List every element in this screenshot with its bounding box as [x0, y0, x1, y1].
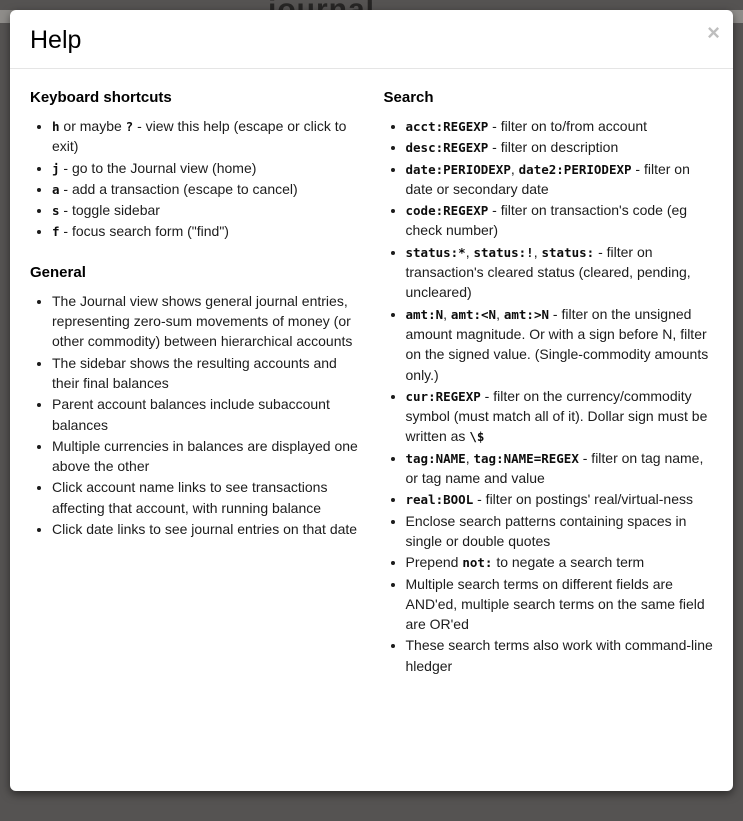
- list-item: • f - focus search form ("find"): [52, 221, 360, 241]
- code-term: date2:PERIODEXP: [518, 161, 632, 177]
- list-item: • status:*, status:!, status: - filter on transaction's cleared status (cleared, pending, uncleared): [406, 242, 714, 303]
- code-term: status:!: [473, 244, 534, 260]
- code-term: date:PERIODEXP: [405, 161, 511, 177]
- list-item: • code:REGEXP - filter on transaction's code (eg check number): [406, 200, 714, 241]
- list-item: • Enclose search patterns containing spaces in single or double quotes: [406, 511, 714, 552]
- modal-title: Help: [30, 26, 82, 54]
- code-term: desc:REGEXP: [405, 140, 489, 156]
- list-item: • amt:N, amt:<N, amt:>N - filter on the unsigned amount magnitude. Or with a sign before N, filter on the signed value. (Single-commodity amounts only.): [406, 304, 714, 385]
- list-item: • tag:NAME, tag:NAME=REGEX - filter on tag name, or tag name and value: [406, 448, 714, 489]
- close-icon[interactable]: ×: [707, 20, 720, 45]
- list-item: • cur:REGEXP - filter on the currency/commodity symbol (must match all of it). Dollar sign must be written as \$: [406, 386, 714, 447]
- list-item: • a - add a transaction (escape to cancel): [52, 179, 360, 199]
- code-term: f: [52, 224, 60, 240]
- code-term: tag:NAME=REGEX: [473, 450, 579, 466]
- list-item: • date:PERIODEXP, date2:PERIODEXP - filter on date or secondary date: [406, 159, 714, 200]
- list-item: • These search terms also work with command-line hledger: [406, 635, 714, 676]
- list-item: • desc:REGEXP - filter on description: [406, 137, 714, 157]
- list-item: • Parent account balances include subaccount balances: [52, 394, 360, 435]
- code-term: \$: [469, 429, 485, 445]
- code-term: status:*: [405, 244, 466, 260]
- section-heading: Search: [383, 89, 434, 106]
- list-item: • Click date links to see journal entries on that date: [52, 519, 360, 539]
- list-item: • Multiple search terms on different fields are AND'ed, multiple search terms on the same field are OR'ed: [406, 574, 714, 635]
- list-item: • Multiple currencies in balances are displayed one above the other: [52, 436, 360, 477]
- code-term: status:: [541, 244, 595, 260]
- list-item: • h or maybe ? - view this help (escape or click to exit): [52, 116, 360, 157]
- section-heading: Keyboard shortcuts: [30, 89, 172, 106]
- list-item: • The sidebar shows the resulting accounts and their final balances: [52, 353, 360, 394]
- help-list: [30, 291, 360, 540]
- section-heading: General: [30, 263, 86, 281]
- help-column-right: [384, 89, 714, 698]
- code-term: not:: [462, 555, 493, 571]
- help-list: [30, 116, 360, 242]
- list-item: • real:BOOL - filter on postings' real/virtual-ness: [406, 489, 714, 509]
- code-term: h: [52, 119, 60, 134]
- help-list: [384, 116, 714, 676]
- help-column-left: [30, 89, 360, 698]
- code-term: amt:<N: [450, 306, 497, 322]
- list-item: • acct:REGEXP - filter on to/from account: [406, 116, 714, 136]
- code-term: j: [52, 160, 60, 176]
- code-term: a: [52, 181, 60, 197]
- list-item: • Prepend not: to negate a search term: [406, 552, 714, 572]
- help-modal: [10, 10, 733, 791]
- list-item: • s - toggle sidebar: [52, 200, 360, 220]
- modal-body: [10, 69, 733, 722]
- code-term: acct:REGEXP: [405, 119, 489, 134]
- modal-header: [10, 10, 733, 69]
- code-term: real:BOOL: [405, 492, 474, 508]
- code-term: amt:N: [405, 306, 444, 322]
- code-term: ?: [125, 119, 134, 134]
- list-item: • j - go to the Journal view (home): [52, 158, 360, 178]
- code-term: s: [52, 203, 60, 219]
- list-item: • Click account name links to see transactions affecting that account, with running balance: [52, 477, 360, 518]
- list-item: • The Journal view shows general journal entries, representing zero-sum movements of money (or other commodity) between hierarchical accounts: [52, 291, 360, 352]
- code-term: cur:REGEXP: [405, 388, 481, 404]
- code-term: code:REGEXP: [405, 203, 489, 219]
- code-term: tag:NAME: [405, 450, 466, 466]
- code-term: amt:>N: [503, 306, 550, 322]
